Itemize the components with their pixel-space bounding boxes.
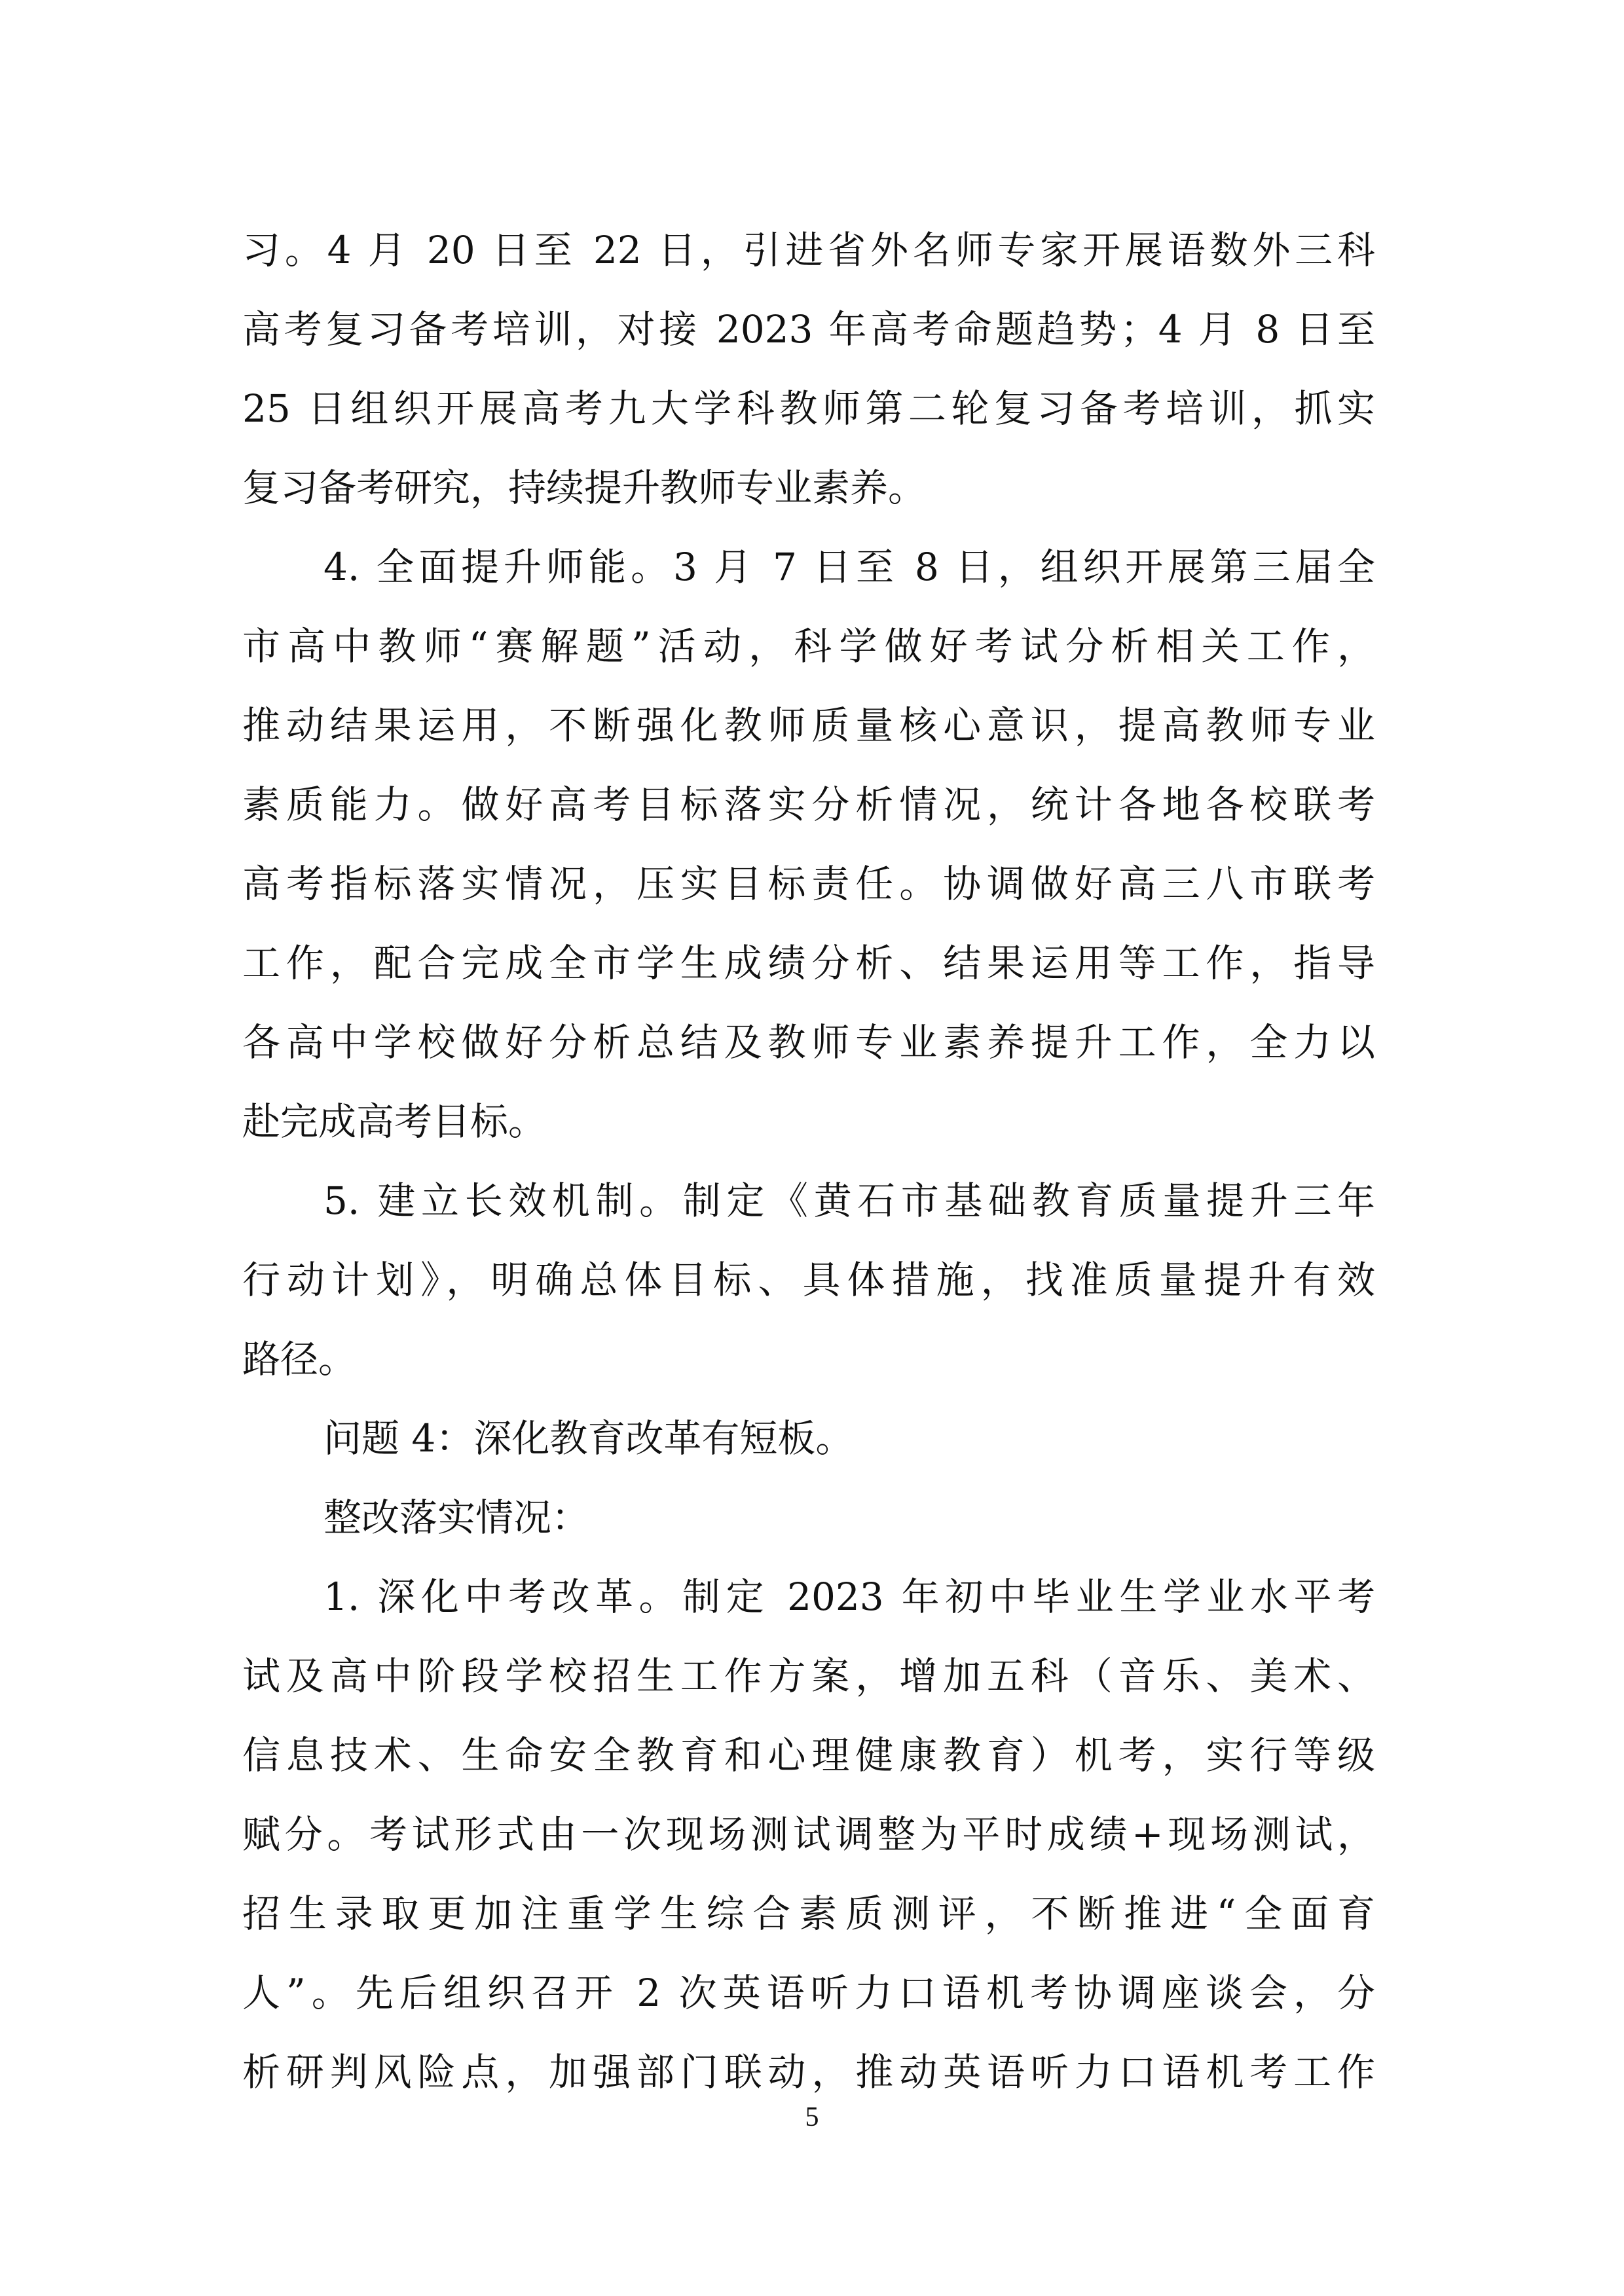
text-line: 信息技术、生命安全教育和心理健康教育）机考，实行等级: [242, 1733, 1375, 1777]
text-line: 赋分。考试形式由一次现场测试调整为平时成绩+现场测试，: [242, 1812, 1375, 1857]
section-heading: 问题 4：深化教育改革有短板。: [323, 1416, 854, 1461]
text-line: 路径。: [242, 1337, 357, 1381]
paragraph-start-line: 5. 建立长效机制。制定《黄石市基础教育质量提升三年: [323, 1178, 1375, 1223]
text-line: 习。4 月 20 日至 22 日，引进省外名师专家开展语数外三科: [242, 228, 1375, 272]
text-line: 市高中教师“赛解题”活动，科学做好考试分析相关工作，: [242, 624, 1375, 668]
text-line: 高考指标落实情况，压实目标责任。协调做好高三八市联考: [242, 862, 1375, 906]
text-line: 赴完成高考目标。: [242, 1099, 547, 1144]
text-line: 推动结果运用，不断强化教师质量核心意识，提高教师专业: [242, 703, 1375, 748]
subheading: 整改落实情况：: [323, 1495, 590, 1540]
text-line: 招生录取更加注重学生综合素质测评，不断推进“全面育: [242, 1891, 1375, 1936]
text-line: 试及高中阶段学校招生工作方案，增加五科（音乐、美术、: [242, 1654, 1375, 1698]
text-line: 复习备考研究，持续提升教师专业素养。: [242, 465, 927, 510]
text-line: 析研判风险点，加强部门联动，推动英语听力口语机考工作: [242, 2050, 1375, 2094]
text-line: 各高中学校做好分析总结及教师专业素养提升工作，全力以: [242, 1020, 1375, 1065]
paragraph-start-line: 4. 全面提升师能。3 月 7 日至 8 日，组织开展第三届全: [323, 545, 1375, 589]
text-line: 25 日组织开展高考九大学科教师第二轮复习备考培训，抓实: [242, 386, 1375, 431]
body-text: [242, 211, 1375, 2112]
text-line: 工作，配合完成全市学生成绩分析、结果运用等工作，指导: [242, 941, 1375, 985]
page-number: 5: [805, 2102, 819, 2132]
paragraph-start-line: 1. 深化中考改革。制定 2023 年初中毕业生学业水平考: [323, 1575, 1375, 1619]
text-line: 高考复习备考培训，对接 2023 年高考命题趋势；4 月 8 日至: [242, 307, 1375, 352]
text-line: 行动计划》，明确总体目标、具体措施，找准质量提升有效: [242, 1258, 1375, 1302]
text-line: 人”。先后组织召开 2 次英语听力口语机考协调座谈会，分: [242, 1971, 1375, 2015]
text-line: 素质能力。做好高考目标落实分析情况，统计各地各校联考: [242, 782, 1375, 827]
